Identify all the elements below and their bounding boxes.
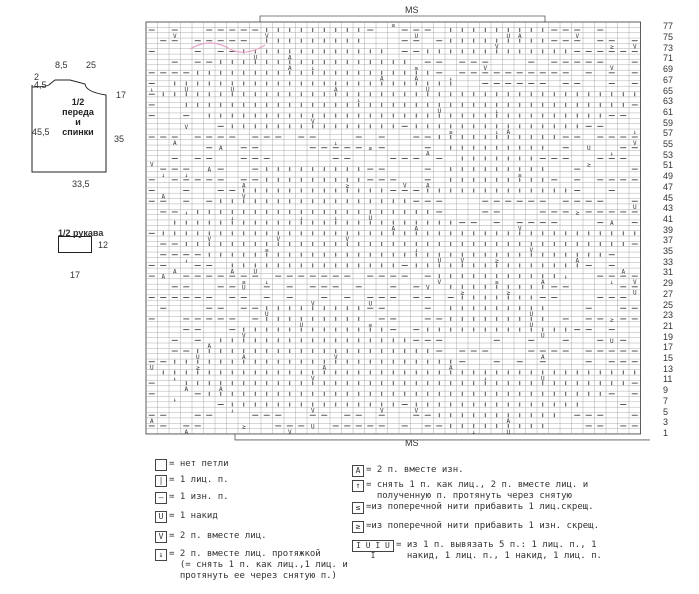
row-label: 57 — [663, 128, 674, 139]
svg-text:↓: ↓ — [483, 375, 488, 383]
row-label: 3 — [663, 417, 669, 428]
row-label: 19 — [663, 331, 674, 342]
dim-sleeve-width: 17 — [70, 270, 81, 280]
svg-text:↓: ↓ — [230, 407, 235, 415]
svg-text:V: V — [287, 428, 292, 436]
svg-text:U: U — [149, 364, 154, 372]
legend-text: = 1 накид — [169, 511, 218, 521]
svg-text:V: V — [310, 300, 315, 308]
svg-text:V: V — [575, 32, 580, 40]
svg-text:↓: ↓ — [184, 257, 189, 265]
row-label: 5 — [663, 406, 669, 417]
svg-text:V: V — [425, 284, 430, 292]
legend-text: = 1 лиц. п. — [169, 475, 229, 485]
legend-text: = 1 изн. п. — [169, 492, 229, 502]
svg-text:↓: ↓ — [632, 129, 637, 137]
svg-text:U: U — [230, 86, 235, 94]
svg-text:V: V — [517, 225, 522, 233]
purl-icon: — — [155, 492, 167, 504]
row-label: 1 — [663, 427, 669, 438]
sleeve-outline — [58, 236, 92, 253]
ms-bracket-bottom — [235, 434, 650, 440]
row-label: 35 — [663, 246, 674, 257]
svg-text:V: V — [172, 32, 177, 40]
svg-text:A: A — [207, 166, 212, 174]
svg-text:V: V — [333, 353, 338, 361]
svg-text:U: U — [310, 423, 315, 431]
svg-text:≥: ≥ — [391, 22, 396, 30]
svg-text:U: U — [632, 204, 637, 212]
row-label: 7 — [663, 395, 669, 406]
row-label: 37 — [663, 235, 674, 246]
ms-bracket-top — [260, 16, 545, 22]
svg-text:V: V — [184, 123, 189, 131]
svg-text:A: A — [425, 182, 430, 190]
svg-text:U: U — [609, 337, 614, 345]
svg-text:U: U — [299, 321, 304, 329]
svg-text:A: A — [149, 418, 154, 426]
svg-text:U: U — [632, 289, 637, 297]
svg-text:U: U — [184, 86, 189, 94]
svg-text:≥: ≥ — [506, 289, 511, 297]
five-from-one-icon: I U I U I — [352, 540, 394, 552]
svg-text:U: U — [195, 353, 200, 361]
svg-text:V: V — [529, 246, 534, 254]
svg-text:↓: ↓ — [299, 214, 304, 222]
row-label: 23 — [663, 310, 674, 321]
legend-text: = из 1 п. вывязать 5 п.: 1 лиц. п., 1 накид, 1 лиц. п., 1 накид, 1 лиц. п. — [396, 540, 602, 561]
svg-text:V: V — [264, 32, 269, 40]
row-label: 65 — [663, 85, 674, 96]
svg-text:U: U — [264, 311, 269, 319]
row-label: 45 — [663, 192, 674, 203]
svg-text:U: U — [253, 268, 258, 276]
legend-text: =из поперечной нити прибавить 1 изн. скрещ. — [366, 521, 599, 531]
svg-text:A: A — [448, 364, 453, 372]
row-label: 67 — [663, 74, 674, 85]
svg-text:≥: ≥ — [264, 246, 269, 254]
ms-label-top: MS — [405, 5, 419, 15]
svg-text:↓: ↓ — [264, 278, 269, 286]
row-label: 43 — [663, 203, 674, 214]
svg-text:↓: ↓ — [310, 64, 315, 72]
svg-text:U: U — [253, 54, 258, 62]
legend-text: = нет петли — [169, 459, 229, 469]
svg-text:A: A — [414, 75, 419, 83]
svg-text:A: A — [379, 75, 384, 83]
row-label: 41 — [663, 213, 674, 224]
svg-text:≥: ≥ — [494, 278, 499, 286]
svg-text:A: A — [230, 268, 235, 276]
dim-sleeve-height: 12 — [98, 240, 109, 250]
svg-text:V: V — [241, 332, 246, 340]
svg-text:A: A — [184, 428, 189, 436]
svg-text:↓: ↓ — [184, 171, 189, 179]
svg-text:↓: ↓ — [356, 97, 361, 105]
svg-text:U: U — [506, 32, 511, 40]
svg-text:V: V — [345, 236, 350, 244]
dim-top-mid: 25 — [86, 60, 97, 70]
svg-text:↓: ↓ — [448, 75, 453, 83]
svg-text:U: U — [437, 257, 442, 265]
row-label: 69 — [663, 64, 674, 75]
svg-text:V: V — [632, 278, 637, 286]
svg-text:V: V — [241, 193, 246, 201]
front-back-title: 1/2 переда и спинки — [62, 97, 94, 137]
row-label: 49 — [663, 171, 674, 182]
svg-text:A: A — [241, 182, 246, 190]
legend-text: = 2 п. вместе лиц. протяжкой (= снять 1 п. как лиц.,1 лиц. и протянуть ее через снятую п.) — [169, 549, 348, 581]
svg-text:A: A — [391, 225, 396, 233]
p2tog-icon: A — [352, 465, 364, 477]
row-label: 55 — [663, 139, 674, 150]
svg-text:U: U — [540, 332, 545, 340]
row-label: 17 — [663, 342, 674, 353]
svg-text:↓: ↓ — [609, 278, 614, 286]
svg-text:≥: ≥ — [575, 209, 580, 217]
svg-text:↓: ↓ — [333, 214, 338, 222]
row-label: 63 — [663, 96, 674, 107]
svg-text:A: A — [333, 86, 338, 94]
svg-text:A: A — [287, 54, 292, 62]
knitting-chart — [140, 14, 660, 444]
dim-height-left: 45,5 — [32, 127, 50, 137]
svg-text:V: V — [483, 64, 488, 72]
svg-text:V: V — [632, 139, 637, 147]
svg-text:≥: ≥ — [241, 278, 246, 286]
row-label: 71 — [663, 53, 674, 64]
svg-text:↓: ↓ — [494, 129, 499, 137]
svg-text:A: A — [218, 145, 223, 153]
svg-text:≥: ≥ — [609, 43, 614, 51]
svg-text:U: U — [506, 428, 511, 436]
dim-height-right: 35 — [114, 134, 125, 144]
ms-label-bottom: MS — [405, 438, 419, 448]
row-label: 51 — [663, 160, 674, 171]
dim-armhole: 17 — [116, 90, 127, 100]
legend-text: = 2 п. вместе лиц. — [169, 531, 267, 541]
row-label: 15 — [663, 353, 674, 364]
dim-width: 33,5 — [72, 179, 90, 189]
row-label: 31 — [663, 267, 674, 278]
row-label: 53 — [663, 149, 674, 160]
svg-text:V: V — [437, 278, 442, 286]
svg-text:↓: ↓ — [149, 86, 154, 94]
svg-text:U: U — [529, 321, 534, 329]
row-label: 27 — [663, 288, 674, 299]
svg-text:↓: ↓ — [172, 396, 177, 404]
svg-text:↓: ↓ — [563, 273, 568, 281]
svg-text:U: U — [368, 300, 373, 308]
svg-text:A: A — [540, 278, 545, 286]
k2tog-icon: V — [155, 531, 167, 543]
svg-text:V: V — [276, 236, 281, 244]
row-label: 21 — [663, 320, 674, 331]
svg-text:V: V — [494, 43, 499, 51]
svg-text:↓: ↓ — [609, 150, 614, 158]
svg-text:≥: ≥ — [241, 423, 246, 431]
svg-text:A: A — [506, 129, 511, 137]
row-label: 59 — [663, 117, 674, 128]
svg-text:≥: ≥ — [609, 316, 614, 324]
row-label: 73 — [663, 42, 674, 53]
svg-text:≥: ≥ — [517, 171, 522, 179]
m1-purl-icon: ≥ — [352, 521, 364, 533]
svg-text:A: A — [322, 364, 327, 372]
svg-text:V: V — [414, 407, 419, 415]
svg-text:V: V — [460, 257, 465, 265]
svg-text:A: A — [184, 385, 189, 393]
sk2p-icon: ↑ — [352, 480, 364, 492]
svg-text:V: V — [379, 407, 384, 415]
svg-text:A: A — [161, 193, 166, 201]
svg-text:A: A — [218, 385, 223, 393]
svg-text:V: V — [310, 118, 315, 126]
sleeve-title: 1/2 рукава — [58, 228, 104, 238]
row-label: 47 — [663, 181, 674, 192]
svg-text:A: A — [621, 268, 626, 276]
svg-text:A: A — [207, 343, 212, 351]
row-label: 61 — [663, 106, 674, 117]
svg-text:V: V — [149, 161, 154, 169]
svg-text:U: U — [586, 145, 591, 153]
svg-text:≥: ≥ — [368, 145, 373, 153]
svg-text:≥: ≥ — [195, 364, 200, 372]
row-label: 9 — [663, 385, 669, 396]
svg-text:↓: ↓ — [230, 214, 235, 222]
svg-text:↓: ↓ — [414, 246, 419, 254]
row-label: 29 — [663, 278, 674, 289]
svg-text:V: V — [207, 236, 212, 244]
svg-text:U: U — [241, 284, 246, 292]
svg-text:V: V — [310, 407, 315, 415]
svg-text:A: A — [425, 150, 430, 158]
row-label: 39 — [663, 224, 674, 235]
svg-text:≥: ≥ — [345, 182, 350, 190]
svg-text:A: A — [506, 418, 511, 426]
svg-text:A: A — [172, 268, 177, 276]
svg-text:U: U — [368, 214, 373, 222]
svg-text:A: A — [172, 139, 177, 147]
svg-text:A: A — [161, 273, 166, 281]
knit-icon: | — [155, 475, 167, 487]
svg-text:↓: ↓ — [471, 428, 476, 436]
svg-text:U: U — [540, 375, 545, 383]
no-stitch-icon — [155, 459, 167, 471]
dim-shoulder-a: 2 — [34, 72, 40, 82]
row-label: 75 — [663, 32, 674, 43]
svg-text:V: V — [402, 182, 407, 190]
svg-text:V: V — [609, 64, 614, 72]
svg-text:↓: ↓ — [494, 107, 499, 115]
svg-text:U: U — [437, 107, 442, 115]
row-label: 77 — [663, 21, 674, 32]
svg-text:V: V — [632, 43, 637, 51]
svg-text:↓: ↓ — [333, 139, 338, 147]
svg-text:A: A — [517, 32, 522, 40]
row-label: 13 — [663, 363, 674, 374]
svg-text:U: U — [529, 311, 534, 319]
svg-text:↓: ↓ — [161, 171, 166, 179]
svg-text:A: A — [540, 353, 545, 361]
row-label: 25 — [663, 299, 674, 310]
svg-text:≥: ≥ — [460, 289, 465, 297]
legend-text: =из поперечной нити прибавить 1 лиц.скрещ. — [366, 502, 594, 512]
svg-text:≥: ≥ — [368, 321, 373, 329]
row-label: 11 — [663, 374, 673, 385]
svg-text:≥: ≥ — [414, 64, 419, 72]
dim-shoulder-b: 4,5 — [34, 80, 47, 90]
svg-text:↓: ↓ — [172, 375, 177, 383]
svg-text:A: A — [575, 257, 580, 265]
svg-text:≥: ≥ — [448, 129, 453, 137]
svg-text:A: A — [414, 225, 419, 233]
dim-top-left: 8,5 — [55, 60, 68, 70]
svg-text:U: U — [414, 32, 419, 40]
svg-text:U: U — [425, 86, 430, 94]
yarn-over-icon: U — [155, 511, 167, 523]
svg-text:A: A — [609, 220, 614, 228]
skp-icon: ↓ — [155, 549, 167, 561]
legend-text: = 2 п. вместе изн. — [366, 465, 464, 475]
svg-text:A: A — [241, 353, 246, 361]
legend-text: = снять 1 п. как лиц., 2 п. вместе лиц. и полученную п. протянуть через снятую — [366, 480, 589, 501]
svg-text:A: A — [287, 64, 292, 72]
svg-text:↓: ↓ — [184, 209, 189, 217]
svg-text:V: V — [310, 375, 315, 383]
row-label: 33 — [663, 256, 674, 267]
m1-knit-icon: ≤ — [352, 502, 364, 514]
svg-text:≥: ≥ — [494, 257, 499, 265]
svg-text:≥: ≥ — [586, 161, 591, 169]
